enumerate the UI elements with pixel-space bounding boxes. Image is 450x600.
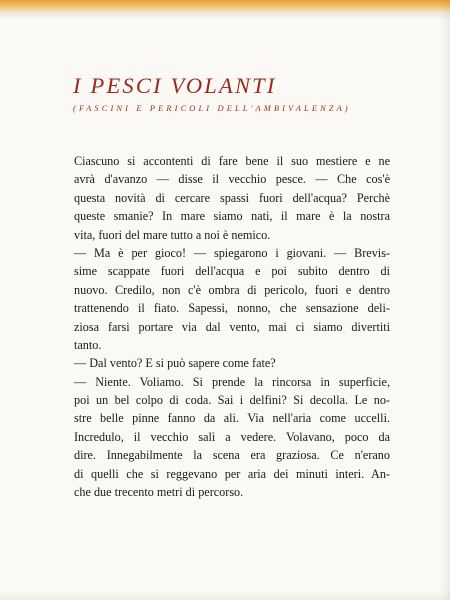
chapter-title: I PESCI VOLANTI	[73, 73, 277, 98]
text-line: avrà d'avanzo — disse il vecchio pesce. — Che cos'è	[74, 172, 390, 187]
text-line: — Dal vento? E si può sapere come fate?	[74, 356, 276, 371]
chapter-subtitle: (FASCINI E PERICOLI DELL'AMBIVALENZA)	[73, 104, 351, 113]
text-line: tanto.	[74, 337, 102, 352]
page-bottom-shadow	[0, 590, 450, 600]
page-top-edge	[0, 0, 450, 14]
text-line: vita, fuori del mare tutto a noi è nemico.	[74, 227, 271, 242]
text-line: nuovo. Credilo, non c'è ombra di pericolo, fuori e dentro	[74, 282, 390, 297]
text-line: trattenendo il fiato. Sapessi, nonno, che sensazione deli-	[74, 301, 390, 316]
text-line: poi un bel colpo di coda. Sai i delfini? Si decolla. Le no-	[74, 393, 390, 408]
text-line: questa novità di cercare spassi fuori dell'acqua? Perchè	[74, 190, 390, 205]
text-line: queste smanie? In mare siamo nati, il mare è la nostra	[74, 209, 390, 224]
body-text	[74, 152, 390, 501]
text-line: Incredulo, il vecchio salì a vedere. Volavano, poco da	[74, 429, 390, 444]
text-line: sime scappate fuori dell'acqua e poi subito dentro di	[74, 264, 390, 279]
text-line: di quelli che si reggevano per aria dei minuti interi. An-	[74, 466, 390, 481]
text-line: Ciascuno si accontenti di fare bene il suo mestiere e ne	[74, 154, 390, 168]
text-line: stre belle pinne fanno da ali. Via nell'aria come uccelli.	[74, 411, 390, 426]
text-line: ziosa farsi portare via dal vento, mai ci siamo divertiti	[74, 319, 390, 334]
page-right-shadow	[440, 0, 450, 600]
text-line: che due trecento metri di percorso.	[74, 485, 244, 500]
text-line: dire. Innegabilmente la scena era graziosa. Ce n'erano	[74, 448, 390, 463]
text-line: — Niente. Voliamo. Si prende la rincorsa in superficie,	[74, 374, 390, 389]
text-line: — Ma è per gioco! — spiegarono i giovani. — Brevis-	[74, 245, 390, 260]
